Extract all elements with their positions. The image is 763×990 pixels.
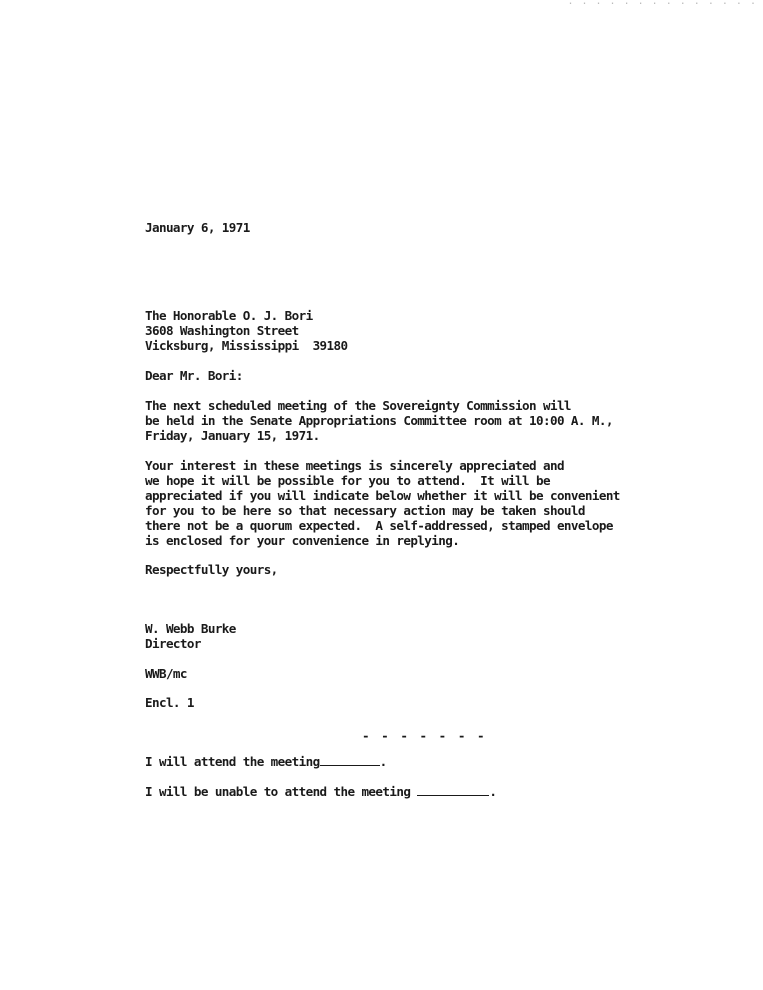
reply-attend-text: I will attend the meeting [145, 754, 320, 769]
address-line-1: The Honorable O. J. Bori [145, 308, 313, 323]
reply-unable-line [145, 784, 496, 799]
paragraph-2-line-6: is enclosed for your convenience in replying. [145, 533, 460, 548]
paragraph-1-line-3: Friday, January 15, 1971. [145, 428, 320, 443]
address-line-2: 3608 Washington Street [145, 323, 299, 338]
paragraph-2-line-4: for you to be here so that necessary action may be taken should [145, 503, 585, 518]
unable-period: . [489, 784, 497, 799]
scan-edge-marks: . . . . . . . . . . . . . . [567, 0, 757, 7]
unable-blank [417, 784, 489, 796]
salutation: Dear Mr. Bori: [145, 368, 243, 383]
paragraph-1-line-1: The next scheduled meeting of the Sovereignty Commission will [145, 398, 571, 413]
signer-title: Director [145, 636, 201, 651]
signer-name: W. Webb Burke [145, 621, 236, 636]
reply-attend-line [145, 754, 387, 769]
enclosure-note: Encl. 1 [145, 695, 194, 710]
paragraph-2-line-5: there not be a quorum expected. A self-addressed, stamped envelope [145, 518, 613, 533]
attend-period: . [379, 754, 387, 769]
separator-dashes: - - - - - - - [362, 728, 487, 743]
paragraph-1-line-2: be held in the Senate Appropriations Committee room at 10:00 A. M., [145, 413, 613, 428]
address-line-3: Vicksburg, Mississippi 39180 [145, 338, 348, 353]
paragraph-2-line-2: we hope it will be possible for you to attend. It will be [145, 473, 550, 488]
letter-date: January 6, 1971 [145, 220, 250, 235]
paragraph-2-line-3: appreciated if you will indicate below whether it will be convenient [145, 488, 620, 503]
reply-unable-text: I will be unable to attend the meeting [145, 784, 411, 799]
attend-blank [320, 754, 380, 766]
typist-initials: WWB/mc [145, 666, 187, 681]
closing: Respectfully yours, [145, 562, 278, 577]
paragraph-2-line-1: Your interest in these meetings is sincerely appreciated and [145, 458, 564, 473]
